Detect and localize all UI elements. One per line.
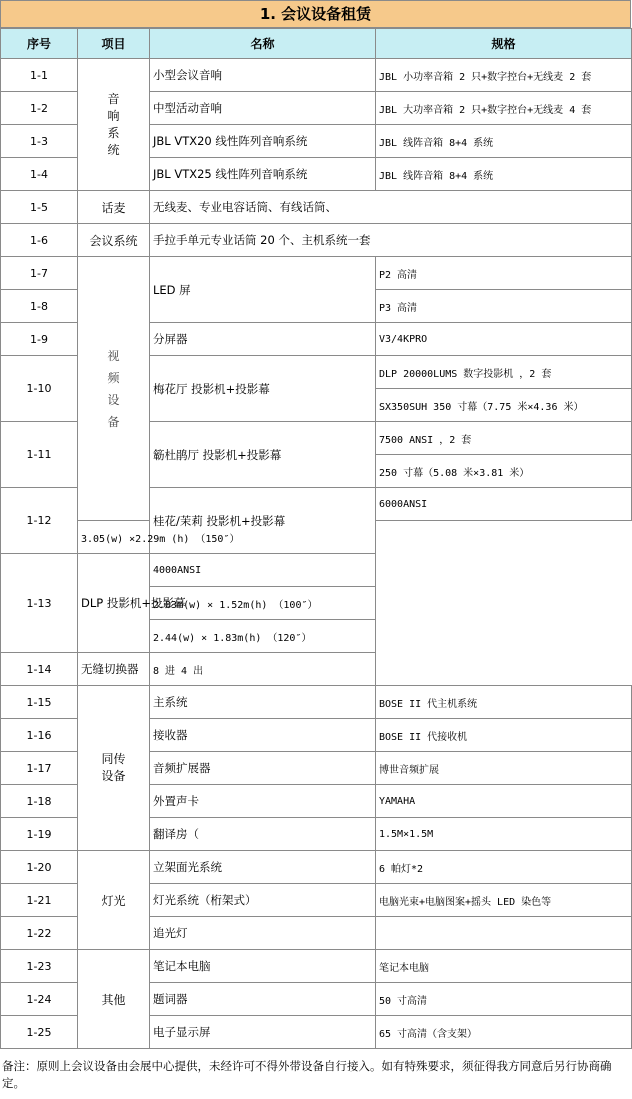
row-spec: 6000ANSI xyxy=(376,488,632,521)
row-spec: DLP 20000LUMS 数字投影机 ，2 套 xyxy=(376,356,632,389)
row-no: 1-3 xyxy=(1,125,78,158)
row-spec: JBL 线阵音箱 8+4 系统 xyxy=(376,158,632,191)
row-spec: 2.44(w) × 1.83m(h) （120″） xyxy=(150,620,376,653)
row-name: 主系统 xyxy=(150,686,376,719)
row-no: 1-7 xyxy=(1,257,78,290)
row-name: 音频扩展器 xyxy=(150,752,376,785)
row-no: 1-17 xyxy=(1,752,78,785)
row-name: 梅花厅 投影机+投影幕 xyxy=(150,356,376,422)
row-name: 追光灯 xyxy=(150,917,376,950)
row-name: 分屏器 xyxy=(150,323,376,356)
row-name: 无线麦、专业电容话筒、有线话筒、 xyxy=(150,191,632,224)
row-spec: 7500 ANSI ，2 套 xyxy=(376,422,632,455)
row-no: 1-16 xyxy=(1,719,78,752)
category-audio: 音响系统 xyxy=(78,59,150,191)
row-no: 1-4 xyxy=(1,158,78,191)
row-name: JBL VTX25 线性阵列音响系统 xyxy=(150,158,376,191)
row-spec: 250 寸幕（5.08 米×3.81 米） xyxy=(376,455,632,488)
row-name: 题词器 xyxy=(150,983,376,1016)
row-spec: BOSE II 代接收机 xyxy=(376,719,632,752)
row-no: 1-19 xyxy=(1,818,78,851)
row-name: 笔记本电脑 xyxy=(150,950,376,983)
row-name: 手拉手单元专业话筒 20 个、主机系统一套 xyxy=(150,224,632,257)
row-no: 1-15 xyxy=(1,686,78,719)
row-spec: P3 高清 xyxy=(376,290,632,323)
row-no: 1-20 xyxy=(1,851,78,884)
row-no: 1-9 xyxy=(1,323,78,356)
row-no: 1-1 xyxy=(1,59,78,92)
row-spec: 65 寸高清（含支架） xyxy=(376,1016,632,1049)
row-no: 1-22 xyxy=(1,917,78,950)
row-no: 1-14 xyxy=(1,653,78,686)
category-video: 视频设备 xyxy=(78,257,150,521)
row-no: 1-25 xyxy=(1,1016,78,1049)
row-no: 1-5 xyxy=(1,191,78,224)
row-no: 1-13 xyxy=(1,554,78,653)
row-no: 1-21 xyxy=(1,884,78,917)
row-name: 中型活动音响 xyxy=(150,92,376,125)
header-name: 名称 xyxy=(150,29,376,59)
row-no: 1-12 xyxy=(1,488,78,554)
category-mic: 话麦 xyxy=(78,191,150,224)
row-spec: 1.5M×1.5M xyxy=(376,818,632,851)
row-name: DLP 投影机+投影幕 xyxy=(78,554,150,653)
sheet-title: 1. 会议设备租赁 xyxy=(0,0,631,28)
row-spec: 电脑光束+电脑图案+摇头 LED 染色等 xyxy=(376,884,632,917)
row-name: 电子显示屏 xyxy=(150,1016,376,1049)
row-spec: P2 高清 xyxy=(376,257,632,290)
row-spec: BOSE II 代主机系统 xyxy=(376,686,632,719)
row-spec: JBL 线阵音箱 8+4 系统 xyxy=(376,125,632,158)
row-no: 1-10 xyxy=(1,356,78,422)
row-spec: 8 进 4 出 xyxy=(150,653,376,686)
row-spec: JBL 小功率音箱 2 只+数字控台+无线麦 2 套 xyxy=(376,59,632,92)
row-no: 1-8 xyxy=(1,290,78,323)
table-row xyxy=(1,851,632,884)
row-no: 1-23 xyxy=(1,950,78,983)
row-name: LED 屏 xyxy=(150,257,376,323)
category-conference: 会议系统 xyxy=(78,224,150,257)
row-spec: 2.03m(w) × 1.52m(h) （100″） xyxy=(150,587,376,620)
table-row xyxy=(1,224,632,257)
table-row xyxy=(1,686,632,719)
row-name: 无缝切换器 xyxy=(78,653,150,686)
row-name: JBL VTX20 线性阵列音响系统 xyxy=(150,125,376,158)
category-lighting: 灯光 xyxy=(78,851,150,950)
row-spec: V3/4KPRO xyxy=(376,323,632,356)
row-spec: 博世音频扩展 xyxy=(376,752,632,785)
row-name: 翻译房（ xyxy=(150,818,376,851)
table-row xyxy=(1,257,632,290)
table-row xyxy=(1,59,632,92)
row-spec xyxy=(376,917,632,950)
row-name: 灯光系统（桁架式） xyxy=(150,884,376,917)
row-no: 1-18 xyxy=(1,785,78,818)
row-spec: SX350SUH 350 寸幕（7.75 米×4.36 米） xyxy=(376,389,632,422)
equipment-table xyxy=(0,28,632,1049)
header-row xyxy=(1,29,632,59)
row-spec: 3.05(w) ×2.29m (h) （150″） xyxy=(78,521,150,554)
table-row xyxy=(1,950,632,983)
row-no: 1-2 xyxy=(1,92,78,125)
category-other: 其他 xyxy=(78,950,150,1049)
row-no: 1-6 xyxy=(1,224,78,257)
table-row xyxy=(1,653,632,686)
row-name: 立架面光系统 xyxy=(150,851,376,884)
row-name: 簕杜鹃厅 投影机+投影幕 xyxy=(150,422,376,488)
footer-note: 备注：原则上会议设备由会展中心提供，未经许可不得外带设备自行接入。如有特殊要求，须征得我方同意后另行协商确定。 xyxy=(2,1059,612,1090)
table-row xyxy=(1,191,632,224)
header-spec: 规格 xyxy=(376,29,632,59)
row-no: 1-24 xyxy=(1,983,78,1016)
row-name: 桂花/茉莉 投影机+投影幕 xyxy=(150,488,376,554)
category-interpretation: 同传设备 xyxy=(78,686,150,851)
row-name: 接收器 xyxy=(150,719,376,752)
row-spec: 6 帕灯*2 xyxy=(376,851,632,884)
header-no: 序号 xyxy=(1,29,78,59)
row-spec: 50 寸高清 xyxy=(376,983,632,1016)
row-no: 1-11 xyxy=(1,422,78,488)
row-spec: 4000ANSI xyxy=(150,554,376,587)
row-name: 外置声卡 xyxy=(150,785,376,818)
row-spec: 笔记本电脑 xyxy=(376,950,632,983)
row-spec: YAMAHA xyxy=(376,785,632,818)
table-row xyxy=(1,554,632,587)
row-spec: JBL 大功率音箱 2 只+数字控台+无线麦 4 套 xyxy=(376,92,632,125)
row-name: 小型会议音响 xyxy=(150,59,376,92)
header-category: 项目 xyxy=(78,29,150,59)
